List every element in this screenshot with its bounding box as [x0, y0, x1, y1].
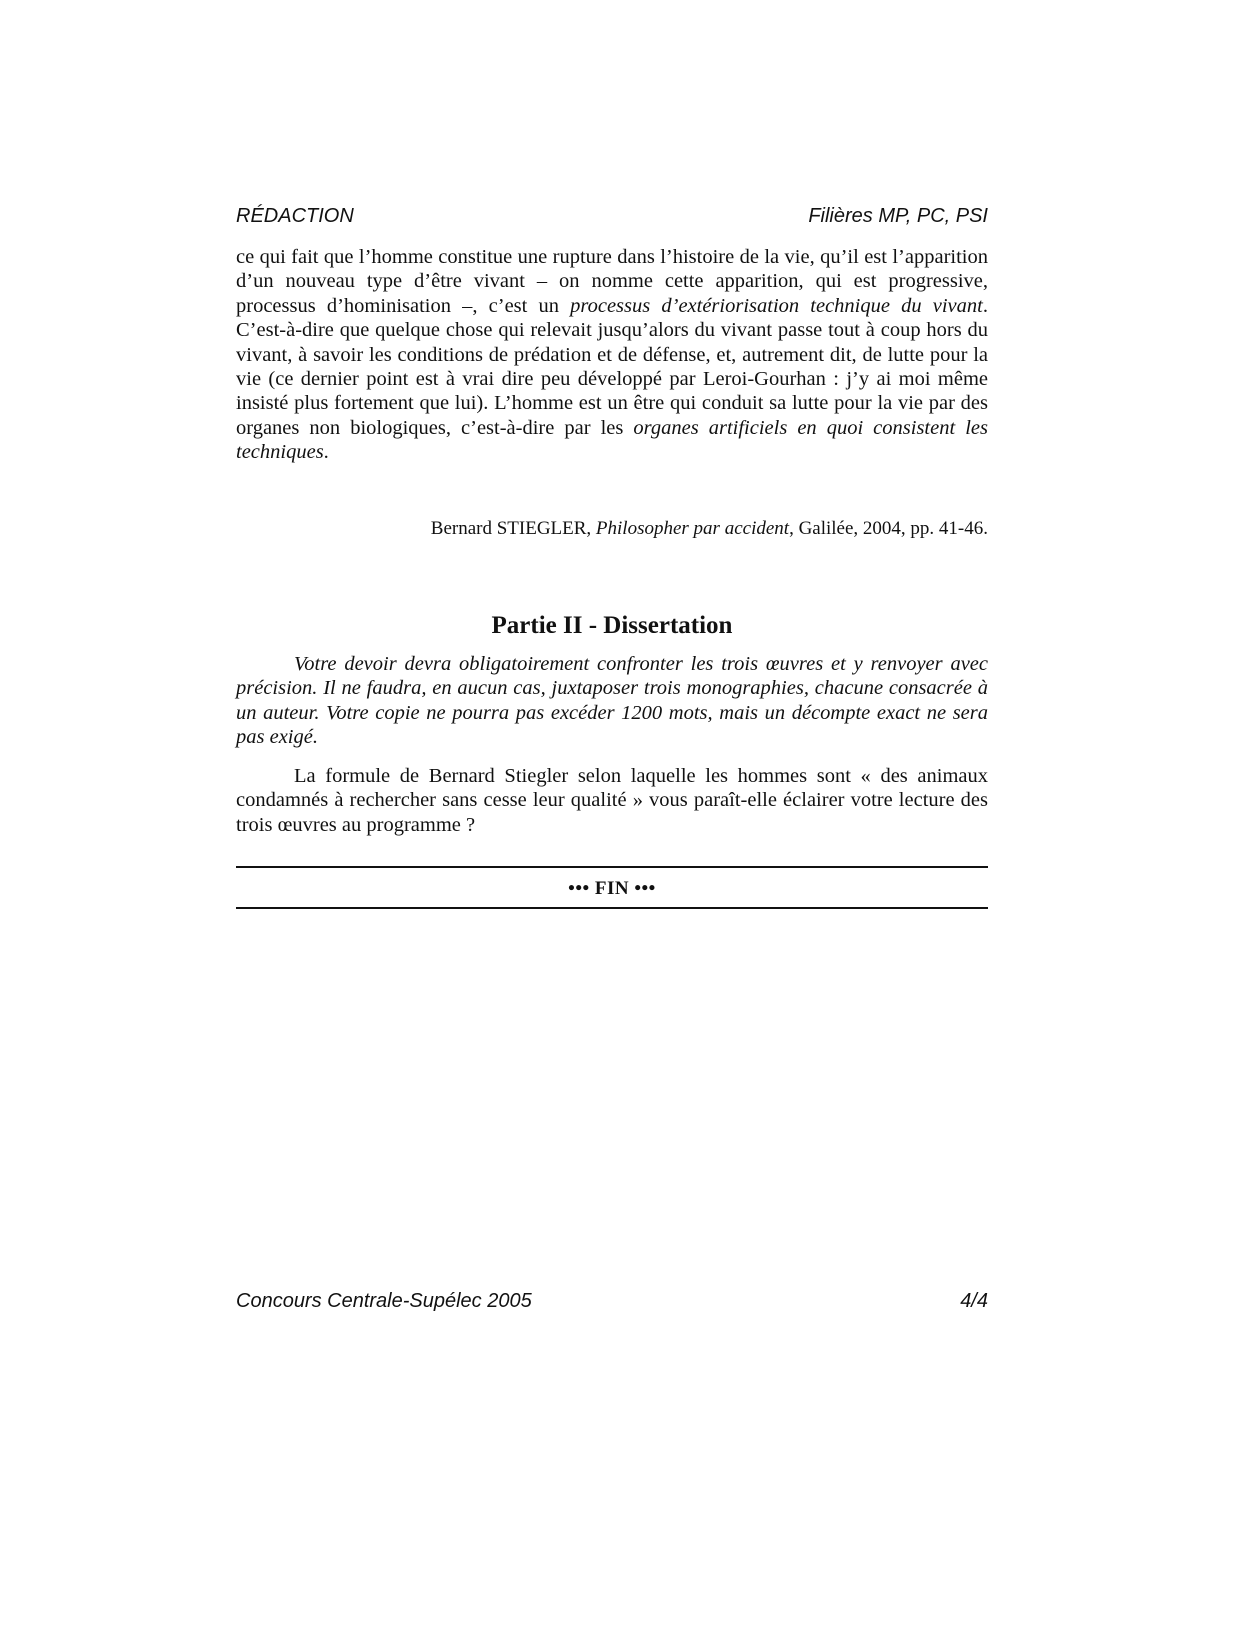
- citation-details: , Galilée, 2004, pp. 41-46.: [789, 518, 988, 539]
- quoted-passage: [236, 245, 988, 465]
- page-number: 4/4: [960, 1290, 988, 1312]
- header-subject: RÉDACTION: [236, 205, 354, 227]
- passage-emphasis-1: processus d’extériorisation technique du vivant: [570, 294, 983, 317]
- document-page: [236, 0, 988, 1648]
- source-citation: [431, 518, 988, 540]
- section-title: Partie II - Dissertation: [491, 612, 733, 639]
- citation-title: Philosopher par accident: [595, 518, 790, 539]
- footer-contest: Concours Centrale-Supélec 2005: [236, 1290, 532, 1312]
- passage-text-3: .: [323, 441, 329, 464]
- page-header: [236, 205, 988, 228]
- passage-emphasis-2: organes artificiels en quoi consistent les techniques: [236, 416, 988, 464]
- page-footer: [236, 1290, 988, 1313]
- passage-text-2: . C’est-à-dire que quelque chose qui relevait jusqu’alors du vivant passe tout à coup hors du vivant, à savoir les conditions de prédation et de défense, et, autrement dit, de lutte pour la vie (ce dernier point est à vrai dire peu développé par Leroi-Gourhan : j’y ai moi même insisté plus fortement que lui). L’homme est un être qui conduit sa lutte pour la vie par des organes non biologiques, c’est-à-dire par les: [236, 294, 988, 439]
- citation-author: Bernard STIEGLER,: [430, 518, 596, 539]
- end-marker: ••• FIN •••: [568, 878, 656, 899]
- subject-paragraph: La formule de Bernard Stiegler selon laquelle les hommes sont « des animaux condamnés à rechercher sans cesse leur qualité » vous paraît-elle éclairer votre lecture des trois œuvres au programme ?: [236, 765, 988, 836]
- header-streams: Filières MP, PC, PSI: [808, 205, 988, 227]
- top-divider: [236, 866, 988, 868]
- instructions-paragraph: Votre devoir devra obligatoirement confronter les trois œuvres et y renvoyer avec précision. Il ne faudra, en aucun cas, juxtaposer trois monographies, chacune consacrée à un auteur. Votre copie ne pourra pas excéder 1200 mots, mais un décompte exact ne sera pas exigé.: [236, 653, 988, 749]
- passage-text-1: ce qui fait que l’homme constitue une rupture dans l’histoire de la vie, qu’il est l’apparition d’un nouveau type d’être vivant – on nomme cette apparition, qui est progressive, processus d’hominisation –, c’est un: [236, 246, 988, 317]
- bottom-divider: [236, 907, 988, 909]
